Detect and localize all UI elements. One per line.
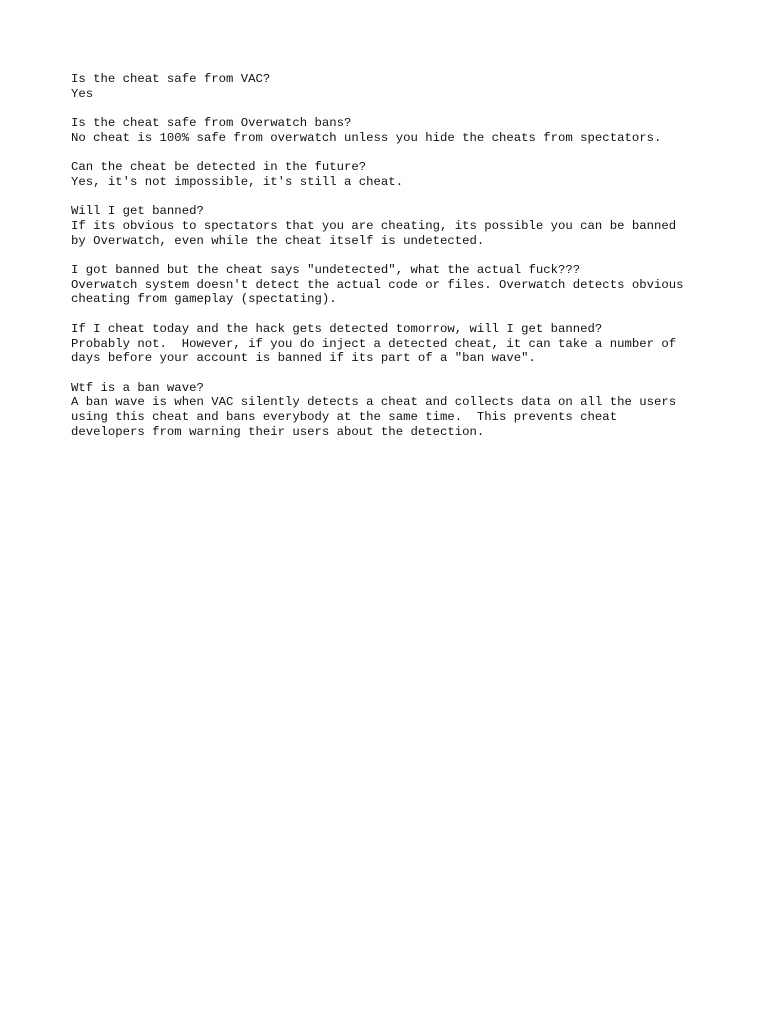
- faq-answer: Probably not. However, if you do inject a detected cheat, it can take a number of: [71, 336, 677, 351]
- faq-entry-overwatch-bans: [71, 116, 731, 145]
- faq-question: I got banned but the cheat says "undetected", what the actual fuck???: [71, 263, 581, 278]
- faq-answer: developers from warning their users about the detection.: [71, 424, 485, 439]
- faq-question: If I cheat today and the hack gets detected tomorrow, will I get banned?: [71, 321, 603, 336]
- faq-question: Will I get banned?: [71, 204, 204, 219]
- faq-entry-detected-tomorrow: [71, 322, 731, 366]
- faq-question: Is the cheat safe from Overwatch bans?: [71, 116, 352, 131]
- faq-answer: No cheat is 100% safe from overwatch unless you hide the cheats from spectators.: [71, 130, 662, 145]
- faq-entry-vac: [71, 72, 731, 101]
- faq-answer: by Overwatch, even while the cheat itself is undetected.: [71, 233, 485, 248]
- faq-question: Wtf is a ban wave?: [71, 380, 204, 395]
- faq-question: Can the cheat be detected in the future?: [71, 160, 367, 175]
- faq-answer: days before your account is banned if its part of a "ban wave".: [71, 351, 536, 366]
- faq-answer: Overwatch system doesn't detect the actual code or files. Overwatch detects obvious: [71, 277, 684, 292]
- faq-answer: If its obvious to spectators that you are cheating, its possible you can be banned: [71, 218, 677, 233]
- faq-question: Is the cheat safe from VAC?: [71, 72, 271, 86]
- faq-entry-ban-wave: [71, 381, 731, 440]
- faq-answer: Yes, it's not impossible, it's still a cheat.: [71, 174, 404, 189]
- faq-answer: Yes: [71, 86, 94, 101]
- faq-answer: A ban wave is when VAC silently detects a cheat and collects data on all the users: [71, 395, 677, 410]
- faq-answer: cheating from gameplay (spectating).: [71, 292, 337, 307]
- faq-document: [71, 72, 731, 454]
- faq-answer: using this cheat and bans everybody at the same time. This prevents cheat: [71, 410, 618, 425]
- faq-entry-future-detection: [71, 160, 731, 189]
- faq-entry-will-i-get-banned: [71, 204, 731, 248]
- faq-entry-banned-undetected: [71, 263, 731, 307]
